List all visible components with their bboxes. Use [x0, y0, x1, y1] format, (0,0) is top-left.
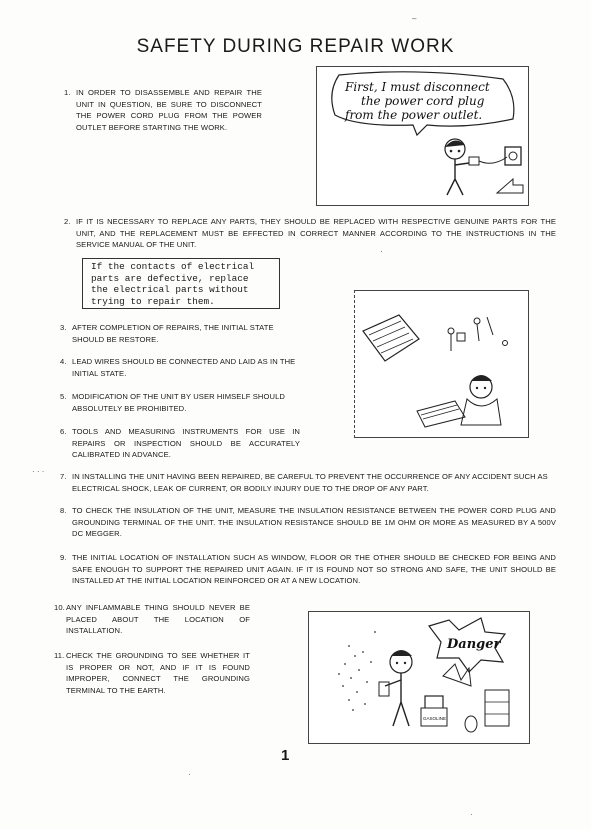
illustration-disconnect-plug	[316, 66, 529, 206]
item-text: MODIFICATION OF THE UNIT BY USER HIMSELF SHOULD ABSOLUTELY BE PROHIBITED.	[72, 392, 285, 413]
item-text: LEAD WIRES SHOULD BE CONNECTED AND LAID AS IN THE INITIAL STATE.	[72, 357, 296, 378]
repair-parts-drawing	[355, 291, 528, 437]
list-item	[54, 602, 250, 637]
item-number: 7.	[60, 472, 67, 481]
scan-speck: · · ·	[32, 467, 45, 476]
item-text: AFTER COMPLETION OF REPAIRS, THE INITIAL STATE SHOULD BE RESTORE.	[72, 323, 274, 344]
fire-dots	[338, 631, 376, 711]
scan-speck: –	[412, 14, 417, 23]
item-number: 6.	[60, 427, 67, 436]
page-number: 1	[281, 747, 290, 764]
item-number: 1.	[64, 88, 71, 97]
scan-speck: ·	[188, 770, 191, 779]
danger-label: Danger	[447, 637, 501, 652]
item-text: TOOLS AND MEASURING INSTRUMENTS FOR USE IN REPAIRS OR INSPECTION SHOULD BE ACCURATELY CALIBRATED IN ADVANCE.	[72, 427, 300, 460]
item-text: IF IT IS NECESSARY TO REPLACE ANY PARTS, THEY SHOULD BE REPLACED WITH RESPECTIVE GENUINE PARTS FOR THE UNIT, AND THE REPLACEMENT MUST BE EFFECTED IN CORRECT MANNER ACCORDING TO THE INSTRUCTIONS IN THE SERVICE MANUAL OF THE UNIT.	[76, 217, 556, 250]
item-text: ANY INFLAMMABLE THING SHOULD NEVER BE PLACED ABOUT THE LOCATION OF INSTALLATION.	[66, 603, 250, 636]
list-item	[60, 322, 300, 345]
note-line: If the contacts of electrical	[91, 261, 255, 272]
list-item	[60, 505, 556, 540]
item-text: TO CHECK THE INSULATION OF THE UNIT, MEASURE THE INSULATION RESISTANCE BETWEEN THE POWER CORD PLUG AND GROUNDING TERMINAL OF THE UNIT. THE INSULATION RESISTANCE SHOULD BE 1M OHM OR MORE AS MEASURED BY A 500V DC MEGGER.	[72, 506, 556, 539]
item-text: THE INITIAL LOCATION OF INSTALLATION SUCH AS WINDOW, FLOOR OR THE OTHER SHOULD BE CHECKED FOR BEING AND SAFE ENOUGH TO SUPPORT THE REPAIRED UNIT AGAIN. IF IT IS FOUND NOT SO STRONG AND SAFE, THE UNIT SHOULD BE INSTALLED AT THE INITIAL LOCATION REINFORCED OR AT A NEW LOCATION.	[72, 553, 556, 586]
note-line: trying to repair them.	[91, 295, 215, 307]
item-number: 5.	[60, 392, 67, 401]
speech-line-2: the power cord plug	[361, 94, 485, 108]
item-number: 8.	[60, 506, 67, 515]
illustration-danger	[308, 611, 530, 744]
list-item	[60, 391, 306, 414]
list-item	[60, 356, 306, 379]
note-line: parts are defective, replace	[91, 272, 249, 284]
list-item	[60, 471, 556, 494]
list-item	[64, 87, 262, 133]
item-text: IN INSTALLING THE UNIT HAVING BEEN REPAIRED, BE CAREFUL TO PREVENT THE OCCURRENCE OF ANY ACCIDENT SUCH AS ELECTRICAL SHOCK, LEAK OF CURRENT, OR BODILY INJURY DUE TO THE DROP OF ANY PART.	[72, 472, 548, 493]
list-item	[60, 552, 556, 587]
item-number: 10.	[54, 603, 65, 612]
item-text: CHECK THE GROUNDING TO SEE WHETHER IT IS PROPER OR NOT, AND IF IT IS FOUND IMPROPER, CONNECT THE GROUNDING TERMINAL TO THE EARTH.	[66, 651, 250, 695]
list-item	[60, 426, 300, 461]
item-text: IN ORDER TO DISASSEMBLE AND REPAIR THE UNIT IN QUESTION, BE SURE TO DISCONNECT THE POWER CORD PLUG FROM THE POWER OUTLET BEFORE STARTING THE WORK.	[76, 88, 262, 132]
page-title: SAFETY DURING REPAIR WORK	[136, 36, 455, 57]
list-item	[54, 650, 250, 696]
list-item	[64, 216, 556, 251]
scan-speck: ·	[470, 810, 473, 819]
item-number: 9.	[60, 553, 67, 562]
illustration-repair-parts	[354, 290, 529, 438]
item-number: 2.	[64, 217, 71, 226]
item-number: 3.	[60, 323, 67, 332]
note-line: the electrical parts without	[91, 284, 249, 296]
item-number: 4.	[60, 357, 67, 366]
item-number: 11.	[54, 651, 65, 660]
disconnect-plug-drawing	[317, 67, 528, 205]
can-label: GASOLINE	[423, 716, 447, 721]
danger-drawing	[309, 612, 529, 743]
scan-speck: ·	[380, 247, 383, 256]
speech-line-3: from the power outlet.	[345, 108, 483, 122]
warning-note-box	[82, 258, 280, 309]
speech-line-1: First, I must disconnect	[345, 80, 490, 94]
